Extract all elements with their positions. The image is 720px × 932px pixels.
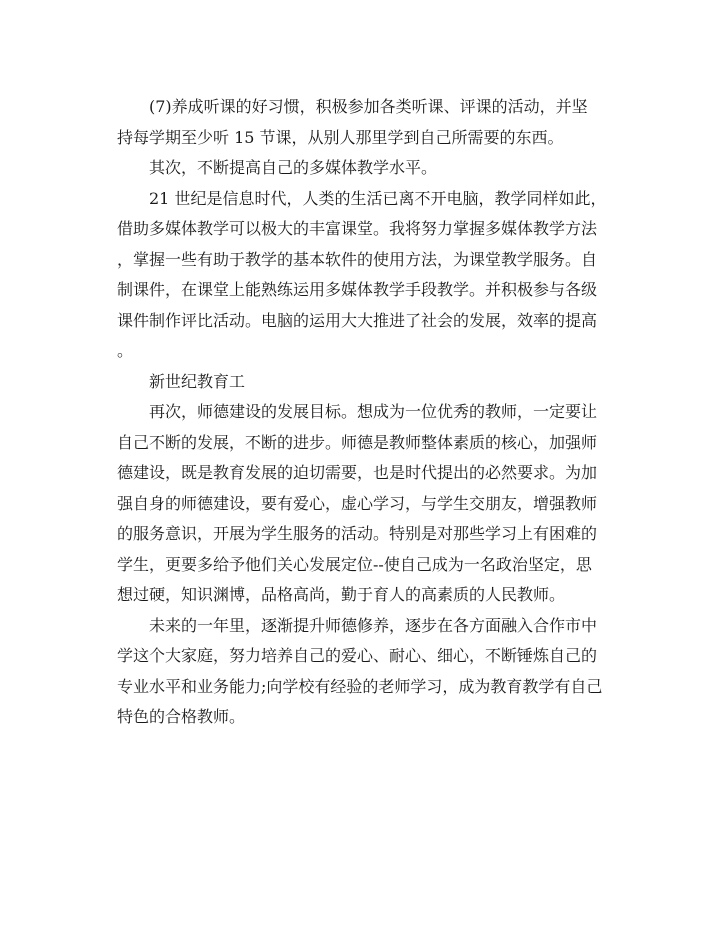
paragraph-line: 自己不断的发展，不断的进步。师德是教师整体素质的核心，加强师 <box>117 432 598 452</box>
paragraph-line: 持每学期至少听 15 节课，从别人那里学到自己所需要的东西。 <box>117 127 564 147</box>
paragraph-line: 强自身的师德建设，要有爱心，虚心学习，与学生交朋友，增强教师 <box>117 493 598 513</box>
paragraph-next-year <box>117 611 613 733</box>
document-body <box>117 92 613 733</box>
paragraph-line: 制课件，在课堂上能熟练运用多媒体教学手段教学。并积极参与各级 <box>117 280 598 299</box>
paragraph-line: 21 世纪是信息时代，人类的生活已离不开电脑，教学同样如此， <box>149 188 607 208</box>
paragraph-line: 学这个大家庭，努力培养自己的爱心、耐心、细心，不断锤炼自己的 <box>117 646 598 665</box>
paragraph-line: (7)养成听课的好习惯，积极参加各类听课、评课的活动，并坚 <box>149 97 588 116</box>
paragraph-line: 。 <box>117 341 134 360</box>
paragraph-listening-habits <box>117 92 613 153</box>
paragraph-line: ，掌握一些有助于教学的基本软件的使用方法，为课堂教学服务。自 <box>117 249 598 269</box>
paragraph-line: 的服务意识，开展为学生服务的活动。特别是对那些学习上有困难的 <box>117 524 598 543</box>
paragraph-watermark-text <box>117 367 613 398</box>
paragraph-line: 特色的合格教师。 <box>117 707 246 726</box>
paragraph-multimedia-heading <box>117 153 613 184</box>
paragraph-line: 学生，更要多给予他们关心发展定位--使自己成为一名政治坚定，思 <box>117 554 592 574</box>
paragraph-line: 新世纪教育工 <box>149 371 246 391</box>
paragraph-line: 德建设，既是教育发展的迫切需要，也是时代提出的必然要求。为加 <box>117 463 598 482</box>
paragraph-line: 课件制作评比活动。电脑的运用大大推进了社会的发展，效率的提高 <box>117 310 598 330</box>
paragraph-line: 其次，不断提高自己的多媒体教学水平。 <box>149 158 438 177</box>
paragraph-multimedia-body <box>117 184 613 367</box>
paragraph-line: 借助多媒体教学可以极大的丰富课堂。我将努力掌握多媒体教学方法 <box>117 219 598 238</box>
paragraph-line: 想过硬，知识渊博，品格高尚，勤于育人的高素质的人民教师。 <box>117 585 566 604</box>
paragraph-ethics-goal <box>117 397 613 611</box>
paragraph-line: 专业水平和业务能力;向学校有经验的老师学习，成为教育教学有自己 <box>117 676 603 696</box>
paragraph-line: 再次，师德建设的发展目标。想成为一位优秀的教师，一定要让 <box>149 402 598 421</box>
paragraph-line: 未来的一年里，逐渐提升师德修养，逐步在各方面融入合作市中 <box>149 615 598 635</box>
